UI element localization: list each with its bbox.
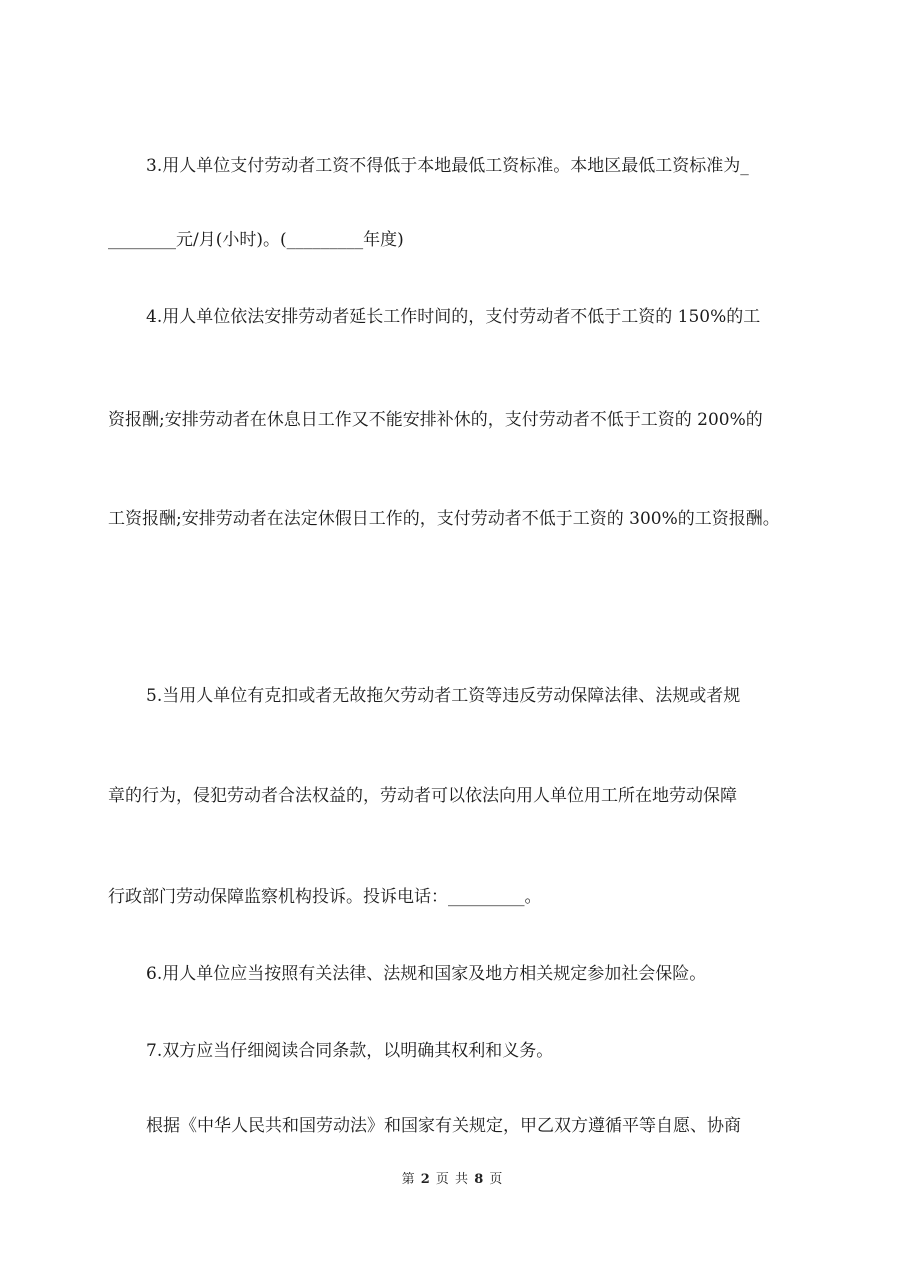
footer-suffix: 页 xyxy=(489,1172,504,1187)
clause-7-line: 7.双方应当仔细阅读合同条款，以明确其权利和义务。 xyxy=(146,1041,554,1061)
current-page-number: 2 xyxy=(420,1172,431,1187)
clause-5-line-2: 章的行为，侵犯劳动者合法权益的，劳动者可以依法向用人单位用工所在地劳动保障 xyxy=(108,786,737,806)
preamble-line: 根据《中华人民共和国劳动法》和国家有关规定，甲乙双方遵循平等自愿、协商 xyxy=(146,1116,741,1136)
clause-3-line-2: ________元/月(小时)。(_________年度) xyxy=(108,230,404,250)
clause-4-line-3: 工资报酬;安排劳动者在法定休假日工作的，支付劳动者不低于工资的 300%的工资报酬。 xyxy=(108,509,780,529)
total-page-number: 8 xyxy=(474,1172,485,1187)
clause-5-line-1: 5.当用人单位有克扣或者无故拖欠劳动者工资等违反劳动保障法律、法规或者规 xyxy=(146,686,741,706)
clause-6-line: 6.用人单位应当按照有关法律、法规和国家及地方相关规定参加社会保险。 xyxy=(146,964,707,984)
footer-middle: 页 共 xyxy=(435,1172,470,1187)
clause-4-line-1: 4.用人单位依法安排劳动者延长工作时间的，支付劳动者不低于工资的 150%的工 xyxy=(146,307,761,327)
page-footer xyxy=(0,1170,905,1190)
clause-3-line-1: 3.用人单位支付劳动者工资不得低于本地最低工资标准。本地区最低工资标准为_ xyxy=(146,156,749,176)
footer-prefix: 第 xyxy=(401,1172,416,1187)
clause-4-line-2: 资报酬;安排劳动者在休息日工作又不能安排补休的，支付劳动者不低于工资的 200%的 xyxy=(108,410,763,430)
clause-5-line-3: 行政部门劳动保障监察机构投诉。投诉电话：_________。 xyxy=(108,887,542,907)
